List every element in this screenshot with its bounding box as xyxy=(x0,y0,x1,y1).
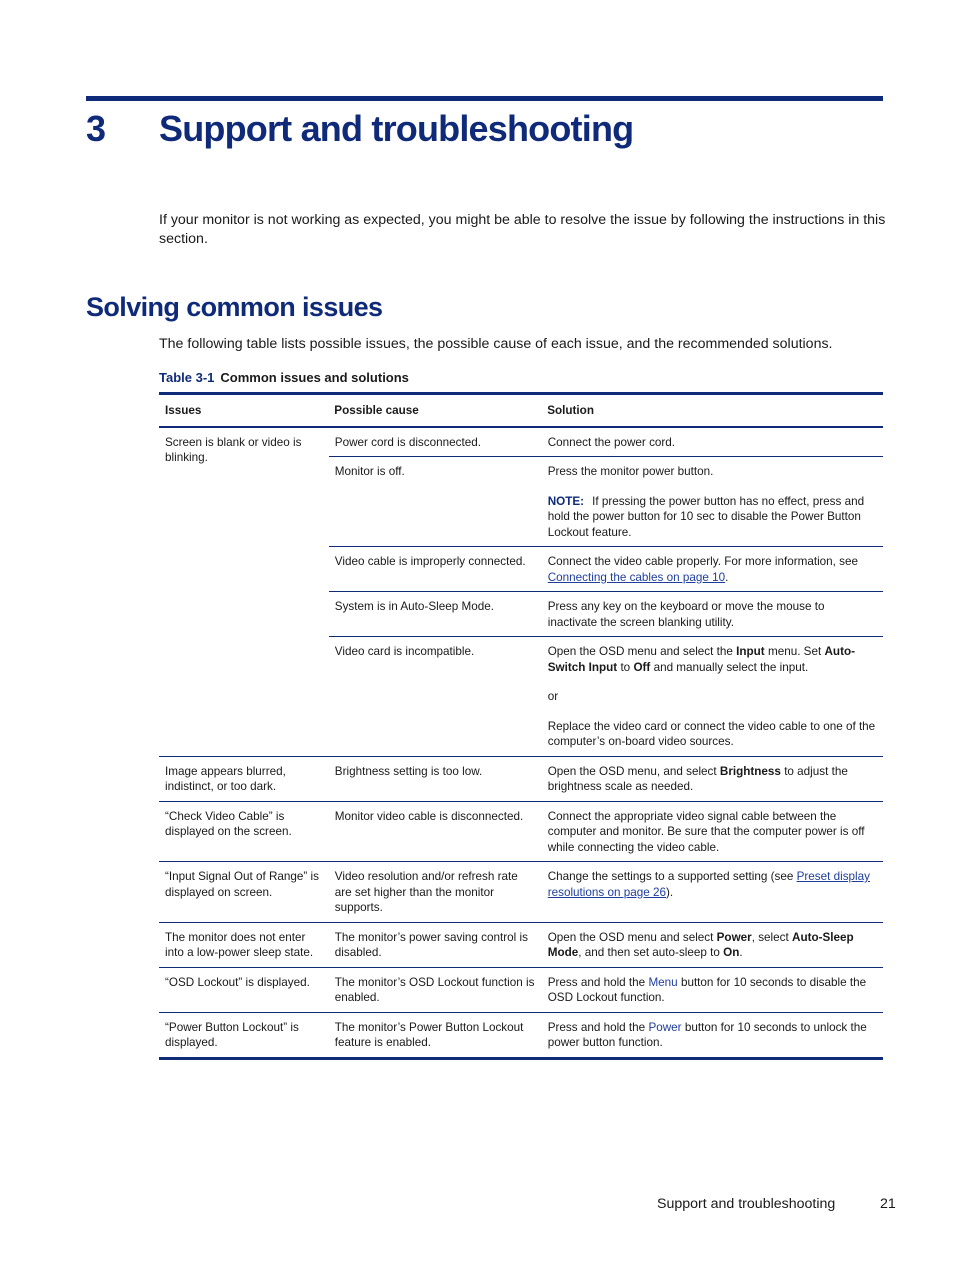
cause-cell: Power cord is disconnected. xyxy=(328,427,541,457)
issue-cell: The monitor does not enter into a low-power sleep state. xyxy=(159,922,328,967)
chapter-number: 3 xyxy=(86,108,106,149)
preset-resolutions-link[interactable]: Preset display resolutions on page 26 xyxy=(547,870,870,899)
section-intro: The following table lists possible issues, the possible cause of each issue, and the recommended solutions. xyxy=(159,336,833,352)
table-row xyxy=(159,967,883,1012)
cause-cell: System is in Auto-Sleep Mode. xyxy=(328,592,541,637)
cause-cell: Video resolution and/or refresh rate are set higher than the monitor supports. xyxy=(328,862,541,923)
connecting-cables-link[interactable]: Connecting the cables on page 10 xyxy=(547,570,726,584)
table-row xyxy=(159,1012,883,1058)
table-caption xyxy=(159,370,409,385)
header-solution: Solution xyxy=(541,394,883,427)
issue-cell: “Power Button Lockout” is displayed. xyxy=(159,1012,328,1058)
cause-cell: Brightness setting is too low. xyxy=(328,756,541,801)
solution-cell: Connect the video cable properly. For more information, see Connecting the cables on page 10. xyxy=(541,547,883,592)
issue-cell: “Check Video Cable” is displayed on the screen. xyxy=(159,801,328,862)
section-title: Solving common issues xyxy=(86,292,383,322)
table-header-row xyxy=(159,394,883,427)
chapter-title: Support and troubleshooting xyxy=(159,108,634,149)
menu-button-term: Menu xyxy=(648,975,678,989)
page-number: 21 xyxy=(880,1196,896,1212)
solution-cell: Press the monitor power button. NOTE: If pressing the power button has no effect, press and hold the power button for 10 sec to disable the Power Button Lockout feature. xyxy=(541,457,883,547)
table-row xyxy=(159,922,883,967)
issue-cell: Screen is blank or video is blinking. xyxy=(159,427,328,757)
note-label: NOTE: xyxy=(547,494,585,508)
table-row xyxy=(159,801,883,862)
footer-title: Support and troubleshooting xyxy=(657,1196,836,1212)
solution-cell: Open the OSD menu and select the Input menu. Set Auto-Switch Input to Off and manually select the input. or Replace the video card or connect the video cable to one of the computer’s on-board video sources. xyxy=(541,637,883,757)
cause-cell: The monitor’s Power Button Lockout feature is enabled. xyxy=(328,1012,541,1058)
header-issues: Issues xyxy=(159,394,328,427)
solution-cell: Connect the appropriate video signal cable between the computer and monitor. Be sure that the computer power is off while connecting the video cable. xyxy=(541,801,883,862)
solution-cell: Press and hold the Power button for 10 seconds to unlock the power button function. xyxy=(541,1012,883,1058)
table-row xyxy=(159,862,883,923)
cause-cell: The monitor’s power saving control is disabled. xyxy=(328,922,541,967)
cause-cell: Video cable is improperly connected. xyxy=(328,547,541,592)
issue-cell: “OSD Lockout” is displayed. xyxy=(159,967,328,1012)
chapter-intro: If your monitor is not working as expected, you might be able to resolve the issue by following the instructions in this section. xyxy=(159,212,886,247)
table-caption-name: Common issues and solutions xyxy=(220,370,409,385)
cause-cell: The monitor’s OSD Lockout function is enabled. xyxy=(328,967,541,1012)
issue-cell: “Input Signal Out of Range” is displayed on screen. xyxy=(159,862,328,923)
table-caption-number: Table 3-1 xyxy=(159,370,215,385)
power-button-term: Power xyxy=(648,1020,682,1034)
cause-cell: Monitor video cable is disconnected. xyxy=(328,801,541,862)
solution-cell: Open the OSD menu and select Power, select Auto-Sleep Mode, and then set auto-sleep to On. xyxy=(541,922,883,967)
note xyxy=(548,494,877,541)
table-row xyxy=(159,427,883,457)
issue-cell: Image appears blurred, indistinct, or too dark. xyxy=(159,756,328,801)
solution-cell: Press any key on the keyboard or move the mouse to inactivate the screen blanking utility. xyxy=(541,592,883,637)
issues-table xyxy=(159,392,883,1060)
table-row xyxy=(159,756,883,801)
cause-cell: Monitor is off. xyxy=(328,457,541,547)
chapter-rule xyxy=(86,96,883,101)
cause-cell: Video card is incompatible. xyxy=(328,637,541,757)
solution-cell: Change the settings to a supported setting (see Preset display resolutions on page 26). xyxy=(541,862,883,923)
solution-cell: Press and hold the Menu button for 10 seconds to disable the OSD Lockout function. xyxy=(541,967,883,1012)
header-possible-cause: Possible cause xyxy=(328,394,541,427)
solution-cell: Open the OSD menu, and select Brightness to adjust the brightness scale as needed. xyxy=(541,756,883,801)
note-text: If pressing the power button has no effect, press and hold the power button for 10 sec to disable the Power Button Lockout feature. xyxy=(547,494,865,539)
solution-cell: Connect the power cord. xyxy=(541,427,883,457)
